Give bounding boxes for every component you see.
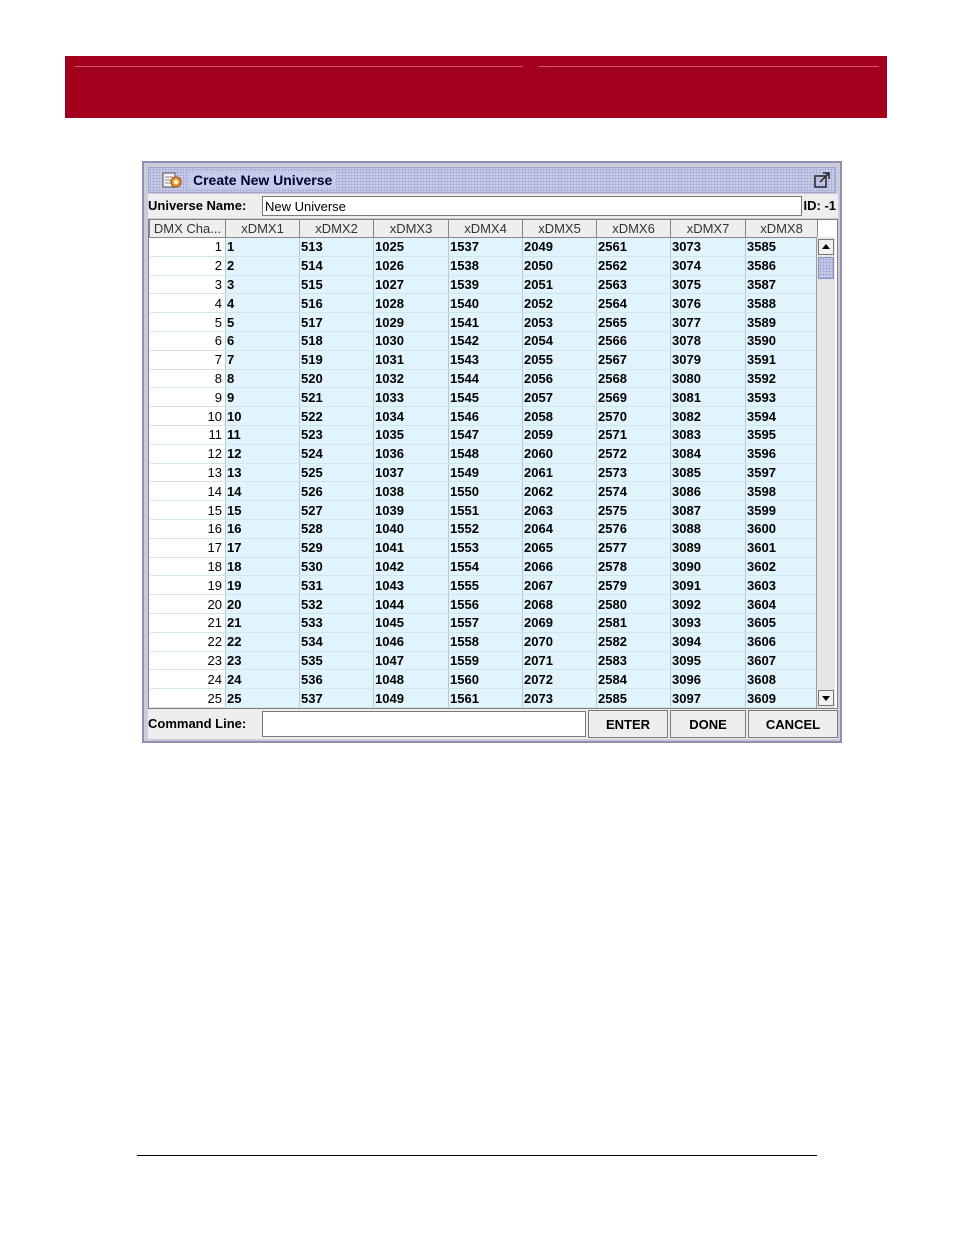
xdmx-cell[interactable]: 3596 bbox=[746, 444, 818, 463]
xdmx-cell[interactable]: 3085 bbox=[671, 463, 746, 482]
xdmx-cell[interactable]: 15 bbox=[226, 501, 300, 520]
xdmx-cell[interactable]: 16 bbox=[226, 519, 300, 538]
xdmx-cell[interactable]: 7 bbox=[226, 350, 300, 369]
xdmx-cell[interactable]: 1042 bbox=[374, 557, 449, 576]
xdmx-cell[interactable]: 2568 bbox=[597, 369, 671, 388]
table-row[interactable] bbox=[150, 294, 818, 313]
xdmx-cell[interactable]: 3599 bbox=[746, 501, 818, 520]
xdmx-cell[interactable]: 1026 bbox=[374, 256, 449, 275]
xdmx-cell[interactable]: 3585 bbox=[746, 238, 818, 257]
channel-number-cell[interactable]: 7 bbox=[150, 350, 226, 369]
table-row[interactable] bbox=[150, 632, 818, 651]
xdmx-cell[interactable]: 2061 bbox=[523, 463, 597, 482]
xdmx-cell[interactable]: 528 bbox=[300, 519, 374, 538]
xdmx-cell[interactable]: 1552 bbox=[449, 519, 523, 538]
xdmx-cell[interactable]: 2571 bbox=[597, 425, 671, 444]
xdmx-cell[interactable]: 3600 bbox=[746, 519, 818, 538]
table-row[interactable] bbox=[150, 613, 818, 632]
table-row[interactable] bbox=[150, 651, 818, 670]
xdmx-cell[interactable]: 2 bbox=[226, 256, 300, 275]
xdmx-cell[interactable]: 3088 bbox=[671, 519, 746, 538]
dialog-titlebar[interactable] bbox=[148, 167, 836, 193]
table-row[interactable] bbox=[150, 557, 818, 576]
xdmx-cell[interactable]: 2585 bbox=[597, 689, 671, 708]
table-row[interactable] bbox=[150, 425, 818, 444]
xdmx-cell[interactable]: 3078 bbox=[671, 331, 746, 350]
xdmx-cell[interactable]: 1039 bbox=[374, 501, 449, 520]
xdmx-cell[interactable]: 1025 bbox=[374, 238, 449, 257]
xdmx-cell[interactable]: 21 bbox=[226, 613, 300, 632]
xdmx-cell[interactable]: 1557 bbox=[449, 613, 523, 632]
xdmx-cell[interactable]: 19 bbox=[226, 576, 300, 595]
xdmx-cell[interactable]: 3091 bbox=[671, 576, 746, 595]
channel-number-cell[interactable]: 13 bbox=[150, 463, 226, 482]
scrollbar-thumb[interactable] bbox=[818, 257, 834, 279]
xdmx-cell[interactable]: 1030 bbox=[374, 331, 449, 350]
xdmx-cell[interactable]: 1559 bbox=[449, 651, 523, 670]
table-row[interactable] bbox=[150, 501, 818, 520]
xdmx-cell[interactable]: 5 bbox=[226, 313, 300, 332]
xdmx-cell[interactable]: 6 bbox=[226, 331, 300, 350]
xdmx-cell[interactable]: 2054 bbox=[523, 331, 597, 350]
column-header-xdmx8[interactable]: xDMX8 bbox=[746, 220, 818, 238]
xdmx-cell[interactable]: 2072 bbox=[523, 670, 597, 689]
xdmx-cell[interactable]: 513 bbox=[300, 238, 374, 257]
xdmx-cell[interactable]: 2567 bbox=[597, 350, 671, 369]
xdmx-cell[interactable]: 2577 bbox=[597, 538, 671, 557]
xdmx-cell[interactable]: 521 bbox=[300, 388, 374, 407]
xdmx-cell[interactable]: 522 bbox=[300, 407, 374, 426]
xdmx-cell[interactable]: 1027 bbox=[374, 275, 449, 294]
xdmx-cell[interactable]: 3588 bbox=[746, 294, 818, 313]
xdmx-cell[interactable]: 1550 bbox=[449, 482, 523, 501]
xdmx-cell[interactable]: 518 bbox=[300, 331, 374, 350]
xdmx-cell[interactable]: 20 bbox=[226, 595, 300, 614]
column-header-xdmx7[interactable]: xDMX7 bbox=[671, 220, 746, 238]
xdmx-cell[interactable]: 2053 bbox=[523, 313, 597, 332]
xdmx-cell[interactable]: 2584 bbox=[597, 670, 671, 689]
xdmx-cell[interactable]: 1 bbox=[226, 238, 300, 257]
xdmx-cell[interactable]: 1049 bbox=[374, 689, 449, 708]
xdmx-cell[interactable]: 9 bbox=[226, 388, 300, 407]
xdmx-cell[interactable]: 3592 bbox=[746, 369, 818, 388]
xdmx-cell[interactable]: 2050 bbox=[523, 256, 597, 275]
xdmx-cell[interactable]: 3604 bbox=[746, 595, 818, 614]
xdmx-cell[interactable]: 1028 bbox=[374, 294, 449, 313]
xdmx-cell[interactable]: 2052 bbox=[523, 294, 597, 313]
table-row[interactable] bbox=[150, 689, 818, 708]
channel-number-cell[interactable]: 17 bbox=[150, 538, 226, 557]
xdmx-cell[interactable]: 1539 bbox=[449, 275, 523, 294]
channel-number-cell[interactable]: 22 bbox=[150, 632, 226, 651]
xdmx-cell[interactable]: 2563 bbox=[597, 275, 671, 294]
table-row[interactable] bbox=[150, 482, 818, 501]
table-row[interactable] bbox=[150, 313, 818, 332]
xdmx-cell[interactable]: 2068 bbox=[523, 595, 597, 614]
xdmx-cell[interactable]: 13 bbox=[226, 463, 300, 482]
xdmx-cell[interactable]: 1037 bbox=[374, 463, 449, 482]
xdmx-cell[interactable]: 3083 bbox=[671, 425, 746, 444]
xdmx-cell[interactable]: 2576 bbox=[597, 519, 671, 538]
xdmx-cell[interactable]: 1546 bbox=[449, 407, 523, 426]
xdmx-cell[interactable]: 2562 bbox=[597, 256, 671, 275]
arrow-up-icon bbox=[819, 240, 833, 254]
table-row[interactable] bbox=[150, 350, 818, 369]
create-new-universe-dialog bbox=[142, 161, 842, 743]
table-row[interactable] bbox=[150, 670, 818, 689]
xdmx-cell[interactable]: 534 bbox=[300, 632, 374, 651]
xdmx-cell[interactable]: 1538 bbox=[449, 256, 523, 275]
channel-number-cell[interactable]: 8 bbox=[150, 369, 226, 388]
table-row[interactable] bbox=[150, 538, 818, 557]
xdmx-cell[interactable]: 1549 bbox=[449, 463, 523, 482]
xdmx-cell[interactable]: 3095 bbox=[671, 651, 746, 670]
xdmx-cell[interactable]: 3607 bbox=[746, 651, 818, 670]
xdmx-cell[interactable]: 3077 bbox=[671, 313, 746, 332]
xdmx-cell[interactable]: 2063 bbox=[523, 501, 597, 520]
channel-number-cell[interactable]: 19 bbox=[150, 576, 226, 595]
table-row[interactable] bbox=[150, 407, 818, 426]
xdmx-cell[interactable]: 2566 bbox=[597, 331, 671, 350]
table-vertical-scrollbar[interactable] bbox=[816, 237, 835, 708]
xdmx-cell[interactable]: 1041 bbox=[374, 538, 449, 557]
command-line-label: Command Line: bbox=[148, 716, 247, 731]
xdmx-cell[interactable]: 529 bbox=[300, 538, 374, 557]
xdmx-cell[interactable]: 2073 bbox=[523, 689, 597, 708]
xdmx-cell[interactable]: 23 bbox=[226, 651, 300, 670]
command-line-row bbox=[148, 709, 838, 739]
xdmx-cell[interactable]: 2065 bbox=[523, 538, 597, 557]
channel-number-cell[interactable]: 24 bbox=[150, 670, 226, 689]
column-header-xdmx3[interactable]: xDMX3 bbox=[374, 220, 449, 238]
channel-number-cell[interactable]: 15 bbox=[150, 501, 226, 520]
xdmx-cell[interactable]: 523 bbox=[300, 425, 374, 444]
xdmx-cell[interactable]: 3092 bbox=[671, 595, 746, 614]
enter-button[interactable]: ENTER bbox=[588, 710, 668, 738]
xdmx-cell[interactable]: 1032 bbox=[374, 369, 449, 388]
xdmx-cell[interactable]: 525 bbox=[300, 463, 374, 482]
xdmx-cell[interactable]: 1545 bbox=[449, 388, 523, 407]
xdmx-cell[interactable]: 3079 bbox=[671, 350, 746, 369]
xdmx-cell[interactable]: 1553 bbox=[449, 538, 523, 557]
xdmx-cell[interactable]: 524 bbox=[300, 444, 374, 463]
xdmx-cell[interactable]: 3590 bbox=[746, 331, 818, 350]
xdmx-cell[interactable]: 3601 bbox=[746, 538, 818, 557]
channel-number-cell[interactable]: 2 bbox=[150, 256, 226, 275]
xdmx-cell[interactable]: 2578 bbox=[597, 557, 671, 576]
channel-number-cell[interactable]: 14 bbox=[150, 482, 226, 501]
channel-number-cell[interactable]: 23 bbox=[150, 651, 226, 670]
xdmx-cell[interactable]: 2583 bbox=[597, 651, 671, 670]
xdmx-cell[interactable]: 11 bbox=[226, 425, 300, 444]
xdmx-cell[interactable]: 18 bbox=[226, 557, 300, 576]
dialog-title: Create New Universe bbox=[189, 172, 336, 188]
xdmx-cell[interactable]: 2569 bbox=[597, 388, 671, 407]
xdmx-cell[interactable]: 2579 bbox=[597, 576, 671, 595]
xdmx-cell[interactable]: 3082 bbox=[671, 407, 746, 426]
xdmx-cell[interactable]: 3084 bbox=[671, 444, 746, 463]
table-row[interactable] bbox=[150, 256, 818, 275]
channel-number-cell[interactable]: 6 bbox=[150, 331, 226, 350]
column-header-xdmx5[interactable]: xDMX5 bbox=[523, 220, 597, 238]
table-row[interactable] bbox=[150, 576, 818, 595]
xdmx-cell[interactable]: 1035 bbox=[374, 425, 449, 444]
channel-number-cell[interactable]: 3 bbox=[150, 275, 226, 294]
xdmx-cell[interactable]: 533 bbox=[300, 613, 374, 632]
xdmx-cell[interactable]: 1034 bbox=[374, 407, 449, 426]
xdmx-cell[interactable]: 1540 bbox=[449, 294, 523, 313]
xdmx-cell[interactable]: 3097 bbox=[671, 689, 746, 708]
xdmx-cell[interactable]: 3587 bbox=[746, 275, 818, 294]
xdmx-cell[interactable]: 24 bbox=[226, 670, 300, 689]
channel-number-cell[interactable]: 18 bbox=[150, 557, 226, 576]
xdmx-cell[interactable]: 1045 bbox=[374, 613, 449, 632]
xdmx-cell[interactable]: 1548 bbox=[449, 444, 523, 463]
cancel-button[interactable]: CANCEL bbox=[748, 710, 838, 738]
xdmx-cell[interactable]: 1560 bbox=[449, 670, 523, 689]
xdmx-cell[interactable]: 4 bbox=[226, 294, 300, 313]
xdmx-cell[interactable]: 2058 bbox=[523, 407, 597, 426]
xdmx-cell[interactable]: 3586 bbox=[746, 256, 818, 275]
universe-settings-icon bbox=[161, 171, 183, 189]
xdmx-cell[interactable]: 3593 bbox=[746, 388, 818, 407]
xdmx-cell[interactable]: 2071 bbox=[523, 651, 597, 670]
xdmx-cell[interactable]: 3080 bbox=[671, 369, 746, 388]
xdmx-cell[interactable]: 537 bbox=[300, 689, 374, 708]
xdmx-cell[interactable]: 2064 bbox=[523, 519, 597, 538]
xdmx-cell[interactable]: 1544 bbox=[449, 369, 523, 388]
universe-id-label: ID: -1 bbox=[803, 198, 836, 213]
xdmx-cell[interactable]: 2564 bbox=[597, 294, 671, 313]
table-row[interactable] bbox=[150, 463, 818, 482]
channel-number-cell[interactable]: 11 bbox=[150, 425, 226, 444]
xdmx-cell[interactable]: 2574 bbox=[597, 482, 671, 501]
xdmx-cell[interactable]: 2565 bbox=[597, 313, 671, 332]
xdmx-cell[interactable]: 3589 bbox=[746, 313, 818, 332]
xdmx-cell[interactable]: 2069 bbox=[523, 613, 597, 632]
scroll-up-button[interactable] bbox=[818, 239, 834, 255]
dmx-channel-table bbox=[148, 219, 838, 709]
xdmx-cell[interactable]: 2581 bbox=[597, 613, 671, 632]
xdmx-cell[interactable]: 536 bbox=[300, 670, 374, 689]
xdmx-cell[interactable]: 2582 bbox=[597, 632, 671, 651]
channel-number-cell[interactable]: 20 bbox=[150, 595, 226, 614]
arrow-down-icon bbox=[819, 691, 833, 705]
banner-rule-right bbox=[539, 66, 879, 67]
table-header-row bbox=[150, 220, 818, 238]
xdmx-cell[interactable]: 3595 bbox=[746, 425, 818, 444]
xdmx-cell[interactable]: 3598 bbox=[746, 482, 818, 501]
xdmx-cell[interactable]: 2067 bbox=[523, 576, 597, 595]
xdmx-cell[interactable]: 3075 bbox=[671, 275, 746, 294]
channel-number-cell[interactable]: 9 bbox=[150, 388, 226, 407]
xdmx-cell[interactable]: 3605 bbox=[746, 613, 818, 632]
xdmx-cell[interactable]: 2570 bbox=[597, 407, 671, 426]
column-header-xdmx4[interactable]: xDMX4 bbox=[449, 220, 523, 238]
xdmx-cell[interactable]: 1554 bbox=[449, 557, 523, 576]
banner-rule-left bbox=[75, 66, 523, 67]
column-header-xdmx1[interactable]: xDMX1 bbox=[226, 220, 300, 238]
xdmx-cell[interactable]: 1547 bbox=[449, 425, 523, 444]
xdmx-cell[interactable]: 516 bbox=[300, 294, 374, 313]
xdmx-cell[interactable]: 8 bbox=[226, 369, 300, 388]
table-row[interactable] bbox=[150, 388, 818, 407]
table-row[interactable] bbox=[150, 519, 818, 538]
maximize-icon[interactable] bbox=[813, 171, 831, 189]
xdmx-cell[interactable]: 12 bbox=[226, 444, 300, 463]
xdmx-cell[interactable]: 3597 bbox=[746, 463, 818, 482]
xdmx-cell[interactable]: 1029 bbox=[374, 313, 449, 332]
xdmx-cell[interactable]: 1038 bbox=[374, 482, 449, 501]
xdmx-cell[interactable]: 2049 bbox=[523, 238, 597, 257]
channel-number-cell[interactable]: 16 bbox=[150, 519, 226, 538]
xdmx-cell[interactable]: 10 bbox=[226, 407, 300, 426]
xdmx-cell[interactable]: 530 bbox=[300, 557, 374, 576]
universe-name-label: Universe Name: bbox=[148, 198, 247, 213]
xdmx-cell[interactable]: 2059 bbox=[523, 425, 597, 444]
xdmx-cell[interactable]: 2066 bbox=[523, 557, 597, 576]
xdmx-cell[interactable]: 517 bbox=[300, 313, 374, 332]
xdmx-cell[interactable]: 1046 bbox=[374, 632, 449, 651]
table-row[interactable] bbox=[150, 369, 818, 388]
xdmx-cell[interactable]: 1043 bbox=[374, 576, 449, 595]
xdmx-cell[interactable]: 526 bbox=[300, 482, 374, 501]
xdmx-cell[interactable]: 1556 bbox=[449, 595, 523, 614]
table-row[interactable] bbox=[150, 275, 818, 294]
xdmx-cell[interactable]: 2055 bbox=[523, 350, 597, 369]
table-row[interactable] bbox=[150, 595, 818, 614]
xdmx-cell[interactable]: 2051 bbox=[523, 275, 597, 294]
xdmx-cell[interactable]: 3594 bbox=[746, 407, 818, 426]
xdmx-cell[interactable]: 1551 bbox=[449, 501, 523, 520]
xdmx-cell[interactable]: 3602 bbox=[746, 557, 818, 576]
command-line-input[interactable] bbox=[262, 711, 586, 737]
xdmx-cell[interactable]: 2057 bbox=[523, 388, 597, 407]
xdmx-cell[interactable]: 1044 bbox=[374, 595, 449, 614]
xdmx-cell[interactable]: 2060 bbox=[523, 444, 597, 463]
xdmx-cell[interactable]: 1033 bbox=[374, 388, 449, 407]
xdmx-cell[interactable]: 535 bbox=[300, 651, 374, 670]
xdmx-cell[interactable]: 2573 bbox=[597, 463, 671, 482]
channel-number-cell[interactable]: 25 bbox=[150, 689, 226, 708]
xdmx-cell[interactable]: 3096 bbox=[671, 670, 746, 689]
xdmx-cell[interactable]: 3093 bbox=[671, 613, 746, 632]
xdmx-cell[interactable]: 3073 bbox=[671, 238, 746, 257]
xdmx-cell[interactable]: 2572 bbox=[597, 444, 671, 463]
xdmx-cell[interactable]: 3076 bbox=[671, 294, 746, 313]
xdmx-cell[interactable]: 3087 bbox=[671, 501, 746, 520]
xdmx-cell[interactable]: 527 bbox=[300, 501, 374, 520]
xdmx-cell[interactable]: 3074 bbox=[671, 256, 746, 275]
xdmx-cell[interactable]: 532 bbox=[300, 595, 374, 614]
universe-name-input[interactable] bbox=[262, 196, 802, 216]
column-header-xdmx2[interactable]: xDMX2 bbox=[300, 220, 374, 238]
done-button[interactable]: DONE bbox=[670, 710, 746, 738]
page-header-banner bbox=[65, 56, 887, 118]
xdmx-cell[interactable]: 519 bbox=[300, 350, 374, 369]
xdmx-cell[interactable]: 515 bbox=[300, 275, 374, 294]
column-header-dmx-channel[interactable]: DMX Cha... bbox=[150, 220, 226, 238]
xdmx-cell[interactable]: 14 bbox=[226, 482, 300, 501]
xdmx-cell[interactable]: 25 bbox=[226, 689, 300, 708]
xdmx-cell[interactable]: 2070 bbox=[523, 632, 597, 651]
xdmx-cell[interactable]: 1541 bbox=[449, 313, 523, 332]
xdmx-cell[interactable]: 3609 bbox=[746, 689, 818, 708]
channel-number-cell[interactable]: 10 bbox=[150, 407, 226, 426]
xdmx-cell[interactable]: 531 bbox=[300, 576, 374, 595]
table-row[interactable] bbox=[150, 238, 818, 257]
xdmx-cell[interactable]: 3090 bbox=[671, 557, 746, 576]
xdmx-cell[interactable]: 1047 bbox=[374, 651, 449, 670]
channel-number-cell[interactable]: 12 bbox=[150, 444, 226, 463]
footer-rule bbox=[137, 1155, 817, 1156]
xdmx-cell[interactable]: 3086 bbox=[671, 482, 746, 501]
xdmx-cell[interactable]: 3608 bbox=[746, 670, 818, 689]
xdmx-cell[interactable]: 17 bbox=[226, 538, 300, 557]
xdmx-cell[interactable]: 2580 bbox=[597, 595, 671, 614]
xdmx-cell[interactable]: 3591 bbox=[746, 350, 818, 369]
table-row[interactable] bbox=[150, 331, 818, 350]
xdmx-cell[interactable]: 2561 bbox=[597, 238, 671, 257]
xdmx-cell[interactable]: 1040 bbox=[374, 519, 449, 538]
xdmx-cell[interactable]: 514 bbox=[300, 256, 374, 275]
xdmx-cell[interactable]: 1537 bbox=[449, 238, 523, 257]
xdmx-cell[interactable]: 1031 bbox=[374, 350, 449, 369]
xdmx-cell[interactable]: 2056 bbox=[523, 369, 597, 388]
xdmx-cell[interactable]: 1555 bbox=[449, 576, 523, 595]
channel-number-cell[interactable]: 1 bbox=[150, 238, 226, 257]
xdmx-cell[interactable]: 22 bbox=[226, 632, 300, 651]
channel-grid bbox=[149, 220, 818, 708]
xdmx-cell[interactable]: 1558 bbox=[449, 632, 523, 651]
xdmx-cell[interactable]: 2062 bbox=[523, 482, 597, 501]
xdmx-cell[interactable]: 1561 bbox=[449, 689, 523, 708]
xdmx-cell[interactable]: 3603 bbox=[746, 576, 818, 595]
channel-number-cell[interactable]: 4 bbox=[150, 294, 226, 313]
xdmx-cell[interactable]: 1036 bbox=[374, 444, 449, 463]
xdmx-cell[interactable]: 3094 bbox=[671, 632, 746, 651]
xdmx-cell[interactable]: 3 bbox=[226, 275, 300, 294]
xdmx-cell[interactable]: 520 bbox=[300, 369, 374, 388]
column-header-xdmx6[interactable]: xDMX6 bbox=[597, 220, 671, 238]
xdmx-cell[interactable]: 1048 bbox=[374, 670, 449, 689]
table-row[interactable] bbox=[150, 444, 818, 463]
xdmx-cell[interactable]: 1542 bbox=[449, 331, 523, 350]
universe-name-row bbox=[148, 194, 838, 218]
xdmx-cell[interactable]: 1543 bbox=[449, 350, 523, 369]
xdmx-cell[interactable]: 2575 bbox=[597, 501, 671, 520]
channel-number-cell[interactable]: 21 bbox=[150, 613, 226, 632]
xdmx-cell[interactable]: 3606 bbox=[746, 632, 818, 651]
channel-number-cell[interactable]: 5 bbox=[150, 313, 226, 332]
xdmx-cell[interactable]: 3081 bbox=[671, 388, 746, 407]
scroll-down-button[interactable] bbox=[818, 690, 834, 706]
xdmx-cell[interactable]: 3089 bbox=[671, 538, 746, 557]
